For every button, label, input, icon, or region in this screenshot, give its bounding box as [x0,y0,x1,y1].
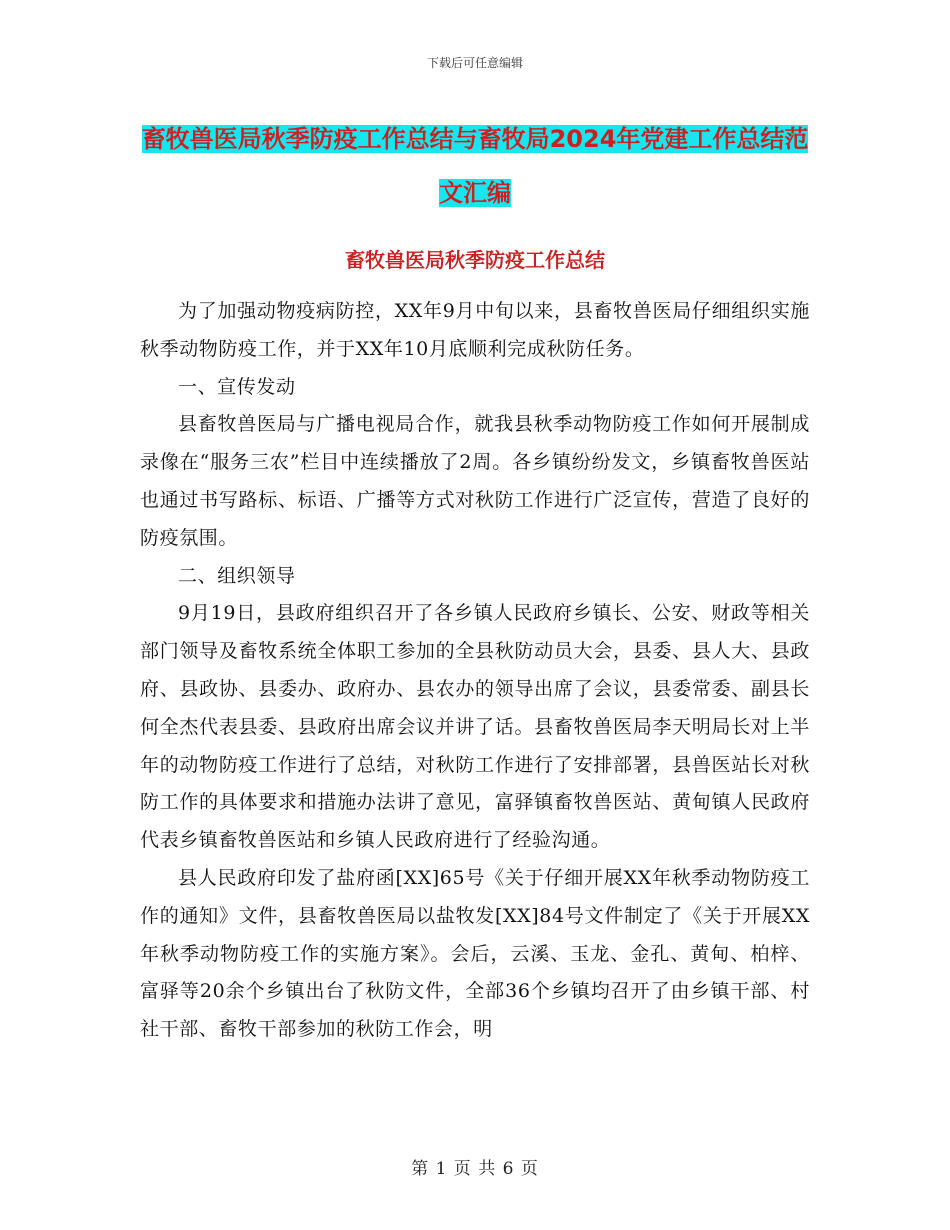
paragraph: 为了加强动物疫病防控，XX年9月中旬以来，县畜牧兽医局仔细组织实施秋季动物防疫工作，并于XX年10月底顺利完成秋防任务。 [140,300,810,360]
heading-publicity: 一、宣传发动 [178,375,296,398]
document-title-text: 畜牧兽医局秋季防疫工作总结与畜牧局2024年党建工作总结范文汇编 [141,125,809,207]
body-text [140,293,810,1049]
page-footer: 第 1 页 共 6 页 [411,1159,539,1179]
heading-organization: 二、组织领导 [178,564,296,587]
header-note: 下载后可任意编辑 [426,56,523,70]
document-title [140,112,810,220]
paragraph: 9月19日，县政府组织召开了各乡镇人民政府乡镇长、公安、财政等相关部门领导及畜牧系统全体职工参加的全县秋防动员大会，县委、县人大、县政府、县政协、县委办、政府办、县农办的领导出席了会议，县委常委、副县长何全杰代表县委、县政府出席会议并讲了话。县畜牧兽医局李天明局长对上半年的动物防疫工作进行了总结，对秋防工作进行了安排部署，县兽医站长对秋防工作的具体要求和措施办法讲了意见，富驿镇畜牧兽医站、黄甸镇人民政府代表乡镇畜牧兽医站和乡镇人民政府进行了经验沟通。 [140,602,810,852]
paragraph: 县畜牧兽医局与广播电视局合作，就我县秋季动物防疫工作如何开展制成录像在“服务三农”栏目中连续播放了2周。各乡镇纷纷发文，乡镇畜牧兽医站也通过书写路标、标语、广播等方式对秋防工作进行广泛宣传，营造了良好的防疫氛围。 [140,413,810,549]
paragraph: 县人民政府印发了盐府函[XX]65号《关于仔细开展XX年秋季动物防疫工作的通知》文件，县畜牧兽医局以盐牧发[XX]84号文件制定了《关于开展XX年秋季动物防疫工作的实施方案》。会后，云溪、玉龙、金孔、黄甸、柏梓、富驿等20余个乡镇出台了秋防文件，全部36个乡镇均召开了由乡镇干部、村社干部、畜牧干部参加的秋防工作会，明 [140,866,810,1041]
section-title: 畜牧兽医局秋季防疫工作总结 [345,248,605,272]
